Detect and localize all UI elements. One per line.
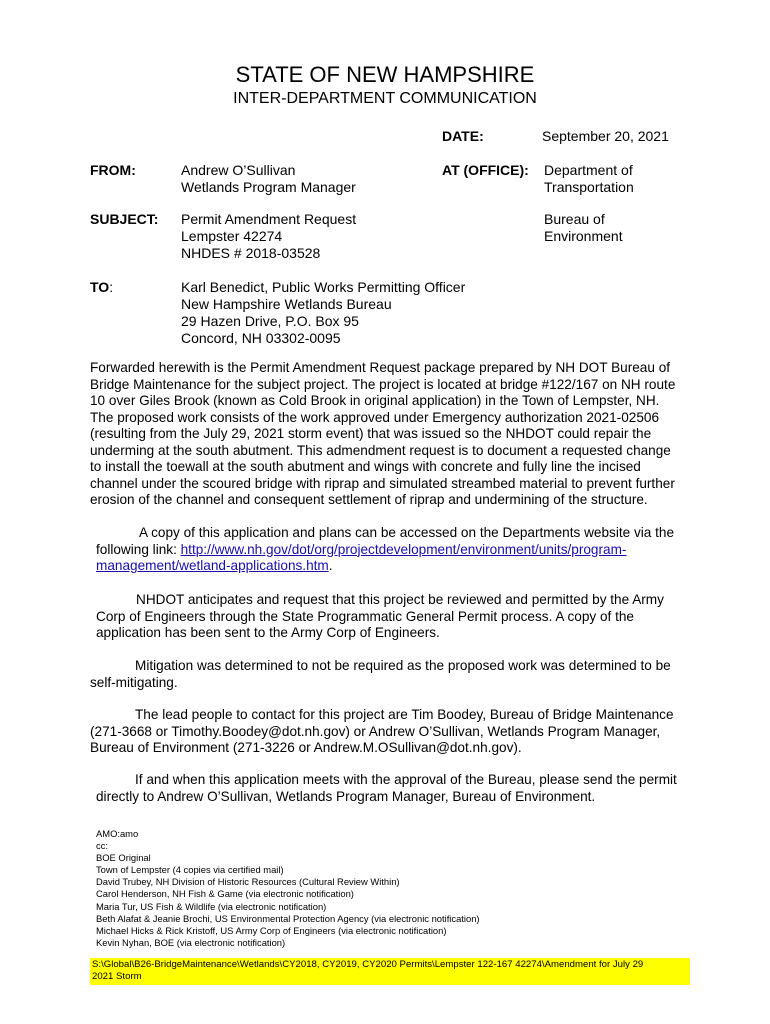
paragraph-line: NHDOT anticipates and request that this project be reviewed and permitted by the Army	[136, 592, 664, 607]
paragraph-line: application has been sent to the Army Corp of Engineers.	[96, 625, 440, 640]
to-line: Karl Benedict, Public Works Permitting Officer	[181, 279, 466, 295]
cc-recipient: Michael Hicks & Rick Kristoff, US Army Corp of Engineers (via electronic notification)	[96, 924, 447, 936]
file-path-line: 2021 Storm	[92, 971, 142, 983]
cc-recipient: Beth Alafat & Jeanie Brochi, US Environmental Protection Agency (via electronic notification)	[96, 912, 480, 924]
cc-recipient: Maria Tur, US Fish & Wildlife (via electronic notification)	[96, 900, 327, 912]
website-link[interactable]: http://www.nh.gov/dot/org/projectdevelopment/environment/units/program-	[180, 541, 627, 557]
cc-label: cc:	[96, 840, 108, 852]
paragraph-line: The lead people to contact for this project are Tim Boodey, Bureau of Bridge Maintenance	[135, 707, 674, 722]
paragraph-line: Mitigation was determined to not be required as the proposed work was determined to be	[135, 658, 671, 673]
body-paragraph-2	[96, 525, 696, 575]
office-line: Department of	[544, 162, 633, 178]
paragraph-line: Corp of Engineers through the State Programmatic General Permit process. A copy of the	[96, 608, 634, 624]
paragraph-line	[96, 542, 696, 559]
body-paragraph-1	[90, 360, 690, 509]
date-label: DATE:	[442, 128, 484, 144]
paragraph-line: A copy of this application and plans can be accessed on the Departments website via the	[139, 525, 675, 540]
file-path-line: S:\Global\B26-BridgeMaintenance\Wetlands\CY2018, CY2019, CY2020 Permits\Lempster 122-167 42274\Amendment for July 29	[92, 959, 644, 970]
office-line: Bureau of	[544, 211, 605, 227]
body-paragraph-6	[96, 772, 696, 805]
from-name: Andrew O’Sullivan	[181, 162, 296, 178]
document-title: STATE OF NEW HAMPSHIRE	[235, 62, 535, 87]
to-label-wrap	[90, 279, 113, 295]
paragraph-line: (271-3668 or Timothy.Boodey@dot.nh.gov) or Andrew O’Sullivan, Wetlands Program Manager,	[90, 723, 661, 739]
to-label: TO	[90, 279, 110, 295]
office-label: AT (OFFICE):	[442, 162, 529, 178]
link-suffix: .	[328, 558, 333, 573]
link-prefix: following link:	[96, 541, 181, 557]
cc-recipient: Town of Lempster (4 copies via certified mail)	[96, 864, 284, 876]
subject-line: NHDES # 2018-03528	[181, 245, 321, 261]
paragraph-line: erosion of the channel and consequent settlement of riprap and undermining of the structure.	[90, 492, 648, 507]
paragraph-line: self-mitigating.	[90, 674, 178, 690]
to-colon: :	[109, 279, 114, 295]
document-subtitle: INTER-DEPARTMENT COMMUNICATION	[233, 90, 537, 107]
paragraph-line: Forwarded herewith is the Permit Amendment Request package prepared by NH DOT Bureau of	[90, 360, 671, 375]
to-line: Concord, NH 03302-0095	[181, 330, 341, 346]
paragraph-line: to install the toewall at the south abutment and wings with concrete and fully line the incised	[90, 459, 641, 474]
file-path	[90, 958, 690, 985]
paragraph-line: Bureau of Environment (271-3226 or Andrew.M.OSullivan@dot.nh.gov).	[90, 740, 522, 755]
website-link-continued[interactable]: management/wetland-applications.htm	[96, 558, 329, 573]
paragraph-line: Bridge Maintenance for the subject project. The project is located at bridge #122/167 on NH route	[90, 376, 676, 392]
author-initials: AMO:amo	[96, 828, 139, 839]
body-paragraph-3	[96, 592, 696, 642]
office-line: Environment	[544, 228, 623, 244]
cc-recipient: BOE Original	[96, 852, 151, 864]
from-title: Wetlands Program Manager	[181, 179, 356, 195]
paragraph-line: (resulting from the July 29, 2021 storm event) that was issued so the NHDOT could repair the	[90, 426, 652, 441]
paragraph-line: The proposed work consists of the work approved under Emergency authorization 2021-02506	[90, 409, 660, 425]
cc-list	[96, 828, 480, 949]
to-line: 29 Hazen Drive, P.O. Box 95	[181, 313, 359, 329]
body-paragraph-5	[90, 707, 690, 757]
body-paragraph-4	[90, 658, 690, 691]
from-label: FROM:	[90, 162, 136, 178]
paragraph-line: If and when this application meets with the approval of the Bureau, please send the permit	[135, 772, 677, 787]
subject-label: SUBJECT:	[90, 211, 159, 227]
subject-line: Lempster 42274	[181, 228, 283, 244]
office-line: Transportation	[544, 179, 634, 195]
cc-recipient: Carol Henderson, NH Fish & Game (via electronic notification)	[96, 888, 354, 900]
paragraph-line: directly to Andrew O’Sullivan, Wetlands Program Manager, Bureau of Environment.	[96, 788, 596, 804]
date-value: September 20, 2021	[542, 128, 669, 144]
paragraph-line: channel under the scoured bridge with riprap and simulated streambed material to prevent further	[90, 475, 675, 491]
paragraph-line: 10 over Giles Brook (known as Cold Brook in original application) in the Town of Lempster, NH.	[90, 393, 660, 408]
paragraph-line: underming at the south abutment. This admendment request is to document a requested change	[90, 442, 671, 458]
to-line: New Hampshire Wetlands Bureau	[181, 296, 392, 312]
paragraph-line	[96, 558, 696, 575]
cc-recipient: Kevin Nyhan, BOE (via electronic notification)	[96, 936, 286, 948]
subject-line: Permit Amendment Request	[181, 211, 357, 227]
cc-recipient: David Trubey, NH Division of Historic Resources (Cultural Review Within)	[96, 876, 400, 888]
